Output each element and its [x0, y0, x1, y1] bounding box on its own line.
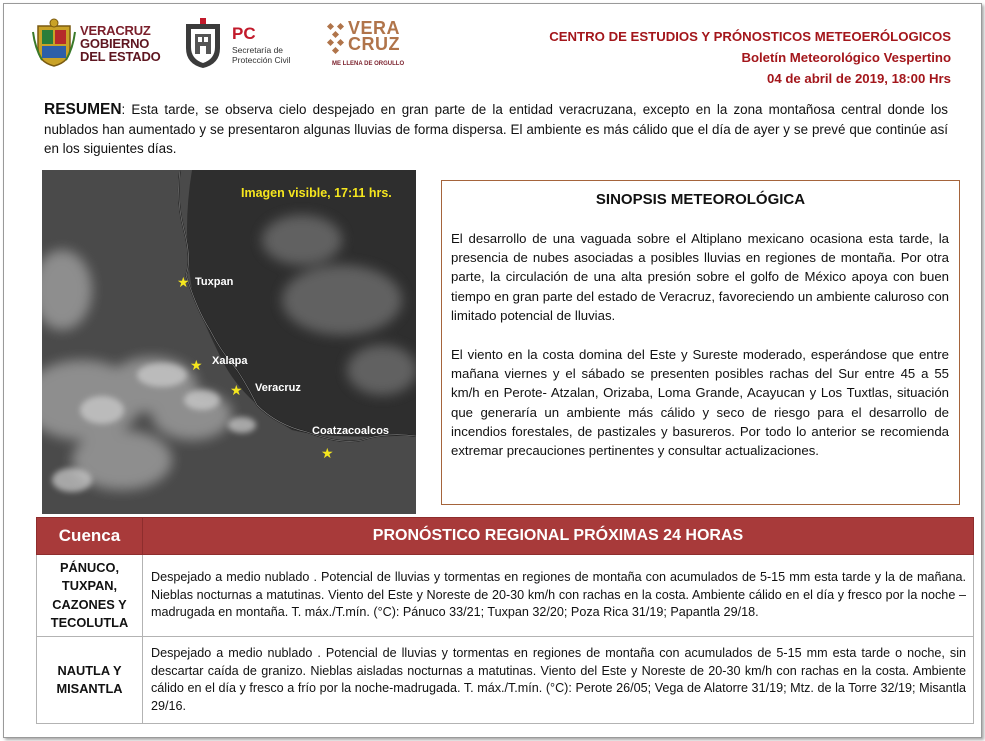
synopsis-paragraph-2: El viento en la costa domina del Este y Sureste moderado, esperándose que entre mañana viernes y el sábado se presenten posibles rachas del Sur entre 45 a 55 km/h en Perote- Atzalan, Orizaba, Loma Grande, Acayucan y Los Tuxtlas, situación que generaría un ambiente más cálido y seco de riesgo para el desarrollo de incendios forestales, de pastizales y basureros. Por todo lo anterior se recomienda extremar precauciones pertinentes y consultar actualizaciones. — [451, 347, 949, 459]
gov-line-2: GOBIERNO — [80, 36, 150, 51]
bulletin-header — [549, 26, 951, 89]
bulletin-subtitle: Boletín Meteorológico Vespertino — [741, 50, 951, 65]
summary-text: : Esta tarde, se observa cielo despejado en gran parte de la entidad veracruzana, excepto en la zona montañosa central donde los nublados han aumentado y se presentaron algunas lluvias de forma dispersa. El ambiente es más cálido que el día de ayer y se prevé que continúe así en los siguientes días. — [44, 102, 948, 156]
basin-name-line: PÁNUCO, — [59, 559, 119, 575]
gov-line-1: VERACRUZ — [80, 23, 151, 38]
table-header-row — [37, 518, 974, 555]
basin-column-header: Cuenca — [37, 518, 143, 555]
star-icon: ★ — [230, 382, 243, 398]
table-row — [37, 555, 974, 637]
basin-cell — [37, 555, 143, 637]
center-title: CENTRO DE ESTUDIOS Y PRÓNOSTICOS METEOERÓLOGICOS — [549, 29, 951, 44]
star-icon: ★ — [190, 357, 203, 373]
vc-tagline: ME LLENA DE ORGULLO — [332, 61, 405, 67]
gobierno-veracruz-logo — [32, 18, 172, 68]
basin-name-line: CAZONES Y — [52, 596, 127, 612]
gov-line-3: DEL ESTADO — [80, 49, 161, 64]
synopsis-title: SINOPSIS METEOROLÓGICA — [595, 191, 806, 208]
veracruz-wordmark — [348, 20, 400, 52]
synopsis-paragraph-1: El desarrollo de una vaguada sobre el Altiplano mexicano ocasiona esta tarde, la presencia de nubes asociadas a posibles lluvias en regiones de montaña. Por otra parte, la circulación de una alta presión sobre el golfo de México apoya con buen tiempo en gran parte del estado de Veracruz, favoreciendo un ambiente caluroso con limitado potencial de lluvias. — [451, 231, 949, 323]
city-label-veracruz: Veracruz — [255, 382, 301, 394]
pc-shield-icon — [182, 18, 224, 70]
bulletin-page — [3, 3, 982, 738]
satellite-visible-map — [42, 170, 416, 514]
pc-line-2: Protección Civil — [232, 55, 291, 65]
veracruz-orgullo-logo — [326, 18, 414, 74]
basin-cell — [37, 637, 143, 724]
city-label-tuxpan: Tuxpan — [195, 276, 234, 288]
bulletin-datetime: 04 de abril de 2019, 18:00 Hrs — [766, 71, 951, 86]
regional-forecast-table — [36, 517, 974, 724]
pattern-mark-icon — [326, 22, 348, 58]
summary-paragraph — [44, 100, 948, 159]
satellite-caption: Imagen visible, 17:11 hrs. — [241, 186, 392, 200]
vc-line-1: VERA — [348, 18, 401, 38]
pc-line-1: Secretaría de — [232, 45, 284, 55]
coat-of-arms-icon — [32, 18, 76, 68]
basin-name-line: TECOLUTLA — [50, 615, 129, 630]
basin-name-line: NAUTLA Y — [57, 662, 122, 678]
forecast-column-header: PRONÓSTICO REGIONAL PRÓXIMAS 24 HORAS — [143, 518, 974, 555]
gobierno-logo-text — [80, 24, 161, 63]
pc-subtitle — [232, 45, 291, 65]
synopsis-box — [441, 180, 960, 505]
pc-abbreviation: PC — [232, 24, 256, 43]
city-label-xalapa: Xalapa — [212, 355, 248, 367]
star-icon: ★ — [177, 274, 190, 290]
basin-name-line: TUXPAN, — [61, 578, 118, 593]
summary-label: RESUMEN — [44, 101, 122, 118]
satellite-image — [42, 170, 416, 514]
star-icon: ★ — [321, 445, 334, 461]
table-row — [37, 637, 974, 724]
forecast-text-cell: Despejado a medio nublado . Potencial de lluvias y tormentas en regiones de montaña con acumulados de 5-15 mm esta tarde o noche, sin descartar caída de granizo. Nieblas aisladas nocturnas a matutinas. Viento del Este y Noreste de 20-30 km/h con rachas en la costa. Ambiente cálido en el día y fresco a frío por la noche-madrugada. T. máx./T.mín. (°C): Perote 26/05; Vega de Alatorre 31/19; Mtz. de la Torre 32/19; Misantla 29/16. — [143, 637, 974, 724]
vc-line-2: CRUZ — [348, 34, 400, 54]
city-label-coatzacoalcos: Coatzacoalcos — [312, 425, 390, 437]
forecast-text-cell: Despejado a medio nublado . Potencial de lluvias y tormentas en regiones de montaña con acumulados de 5-15 mm esta tarde y la de mañana. Nieblas nocturnas a matutinas. Viento del Este y Noreste de 20-30 km/h con rachas en la costa. Ambiente cálido en el día y fresco por la noche – madrugada en montaña. T. máx./T.mín. (°C): Pánuco 33/21; Tuxpan 32/20; Poza Rica 31/19; Papantla 29/18. — [143, 555, 974, 637]
basin-name-line: MISANTLA — [56, 681, 123, 696]
proteccion-civil-logo — [182, 18, 312, 70]
